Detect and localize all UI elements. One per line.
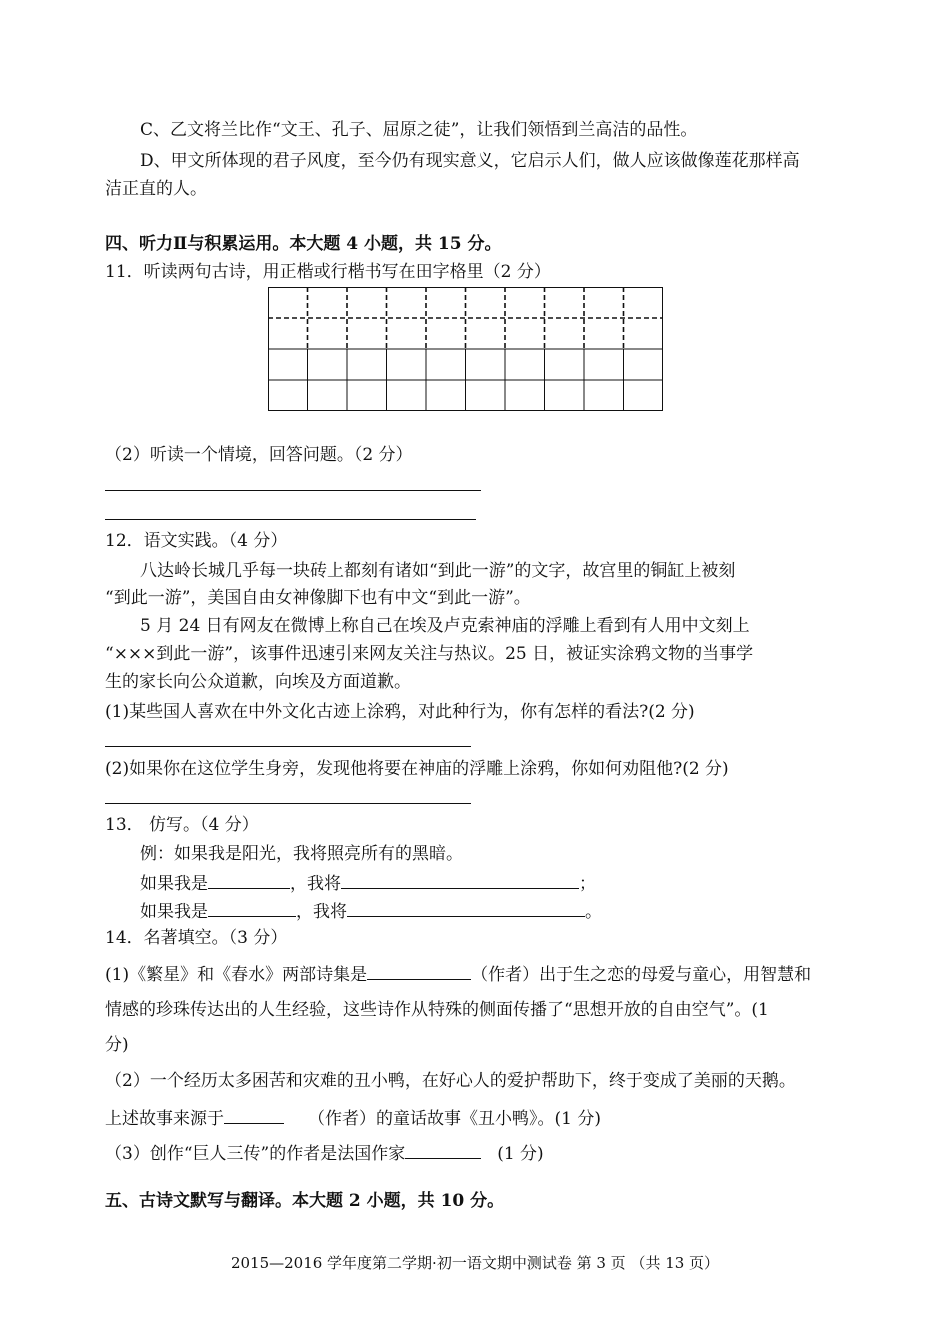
answer-line[interactable] xyxy=(105,519,476,520)
answer-line[interactable] xyxy=(105,746,471,747)
fill-blank[interactable] xyxy=(208,899,296,917)
question-13-end: ； xyxy=(579,874,596,894)
question-14-1-text: (1)《繁星》和《春水》两部诗集是 xyxy=(105,965,368,985)
question-13-end: 。 xyxy=(585,902,602,922)
fill-blank[interactable] xyxy=(367,962,471,980)
question-12-text: 生的家长向公众道歉，向埃及方面道歉。 xyxy=(105,672,411,692)
question-14-1-line-1 xyxy=(105,962,811,986)
section-5-heading: 五、古诗文默写与翻译。本大题 2 小题，共 10 分。 xyxy=(105,1191,505,1211)
question-13-mid: ，我将 xyxy=(296,902,347,922)
question-12-sub-2: (2)如果你在这位学生身旁，发现他将要在神庙的浮雕上涂鸦，你如何劝阻他?(2 分) xyxy=(105,759,729,779)
option-d-line1: D、甲文所体现的君子风度，至今仍有现实意义，它启示人们，做人应该做像莲花那样高 xyxy=(140,151,800,171)
question-13-prefix: 如果我是 xyxy=(140,874,208,894)
question-14-1-text: （作者）出于生之恋的母爱与童心，用智慧和 xyxy=(471,965,812,985)
question-14: 14．名著填空。（3 分） xyxy=(105,928,288,948)
question-11-part-2: （2）听读一个情境，回答问题。（2 分） xyxy=(105,445,413,465)
question-14-3 xyxy=(105,1141,544,1165)
question-11: 11．听读两句古诗，用正楷或行楷书写在田字格里（2 分） xyxy=(105,262,551,282)
question-14-3-text: （3）创作“巨人三传”的作者是法国作家 xyxy=(105,1144,406,1164)
fill-blank[interactable] xyxy=(405,1141,481,1159)
fill-blank[interactable] xyxy=(224,1106,284,1124)
question-13-prefix: 如果我是 xyxy=(140,902,208,922)
fill-blank[interactable] xyxy=(341,871,579,889)
question-14-1-line-3: 分) xyxy=(105,1035,129,1055)
question-12-sub-1: (1)某些国人喜欢在中外文化古迹上涂鸦，对此种行为，你有怎样的看法?(2 分) xyxy=(105,702,695,722)
question-12-text: “×××到此一游”，该事件迅速引来网友关注与热议。25 日，被证实涂鸦文物的当事学 xyxy=(105,644,754,664)
answer-line[interactable] xyxy=(105,490,481,491)
question-12-text: 5 月 24 日有网友在微博上称自己在埃及卢克索神庙的浮雕上看到有人用中文刻上 xyxy=(140,616,750,636)
option-c: C、乙文将兰比作“文王、孔子、屈原之徒”，让我们领悟到兰高洁的品性。 xyxy=(140,120,698,140)
fill-blank[interactable] xyxy=(347,899,585,917)
option-d-line2: 洁正直的人。 xyxy=(105,179,207,199)
question-14-2-text: （作者）的童话故事《丑小鸭》。(1 分) xyxy=(308,1109,601,1129)
question-13: 13． 仿写。（4 分） xyxy=(105,815,259,835)
answer-line[interactable] xyxy=(105,803,471,804)
question-12: 12．语文实践。（4 分） xyxy=(105,531,288,551)
fill-blank[interactable] xyxy=(208,871,290,889)
question-13-example: 例：如果我是阳光，我将照亮所有的黑暗。 xyxy=(140,844,463,864)
question-12-text: “到此一游”，美国自由女神像脚下也有中文“到此一游”。 xyxy=(105,588,531,608)
section-4-heading: 四、听力Ⅱ与积累运用。本大题 4 小题，共 15 分。 xyxy=(105,234,502,254)
page-footer: 2015—2016 学年度第二学期·初一语文期中测试卷 第 3 页 （共 13 页） xyxy=(230,1254,720,1272)
question-14-2-text: 上述故事来源于 xyxy=(105,1109,224,1129)
tianzige-writing-grid[interactable] xyxy=(268,287,663,411)
question-13-line-1 xyxy=(140,871,596,895)
question-12-text: 八达岭长城几乎每一块砖上都刻有诸如“到此一游”的文字，故宫里的铜缸上被刻 xyxy=(140,561,736,581)
question-14-3-text: (1 分) xyxy=(497,1144,544,1164)
question-13-mid: ，我将 xyxy=(290,874,341,894)
question-14-2-line-2 xyxy=(105,1106,601,1130)
question-14-1-line-2: 情感的珍珠传达出的人生经验，这些诗作从特殊的侧面传播了“思想开放的自由空气”。(1 xyxy=(105,1000,769,1020)
question-13-line-2 xyxy=(140,899,602,923)
question-14-2-line-1: （2）一个经历太多困苦和灾难的丑小鸭，在好心人的爱护帮助下，终于变成了美丽的天鹅。 xyxy=(105,1071,796,1091)
